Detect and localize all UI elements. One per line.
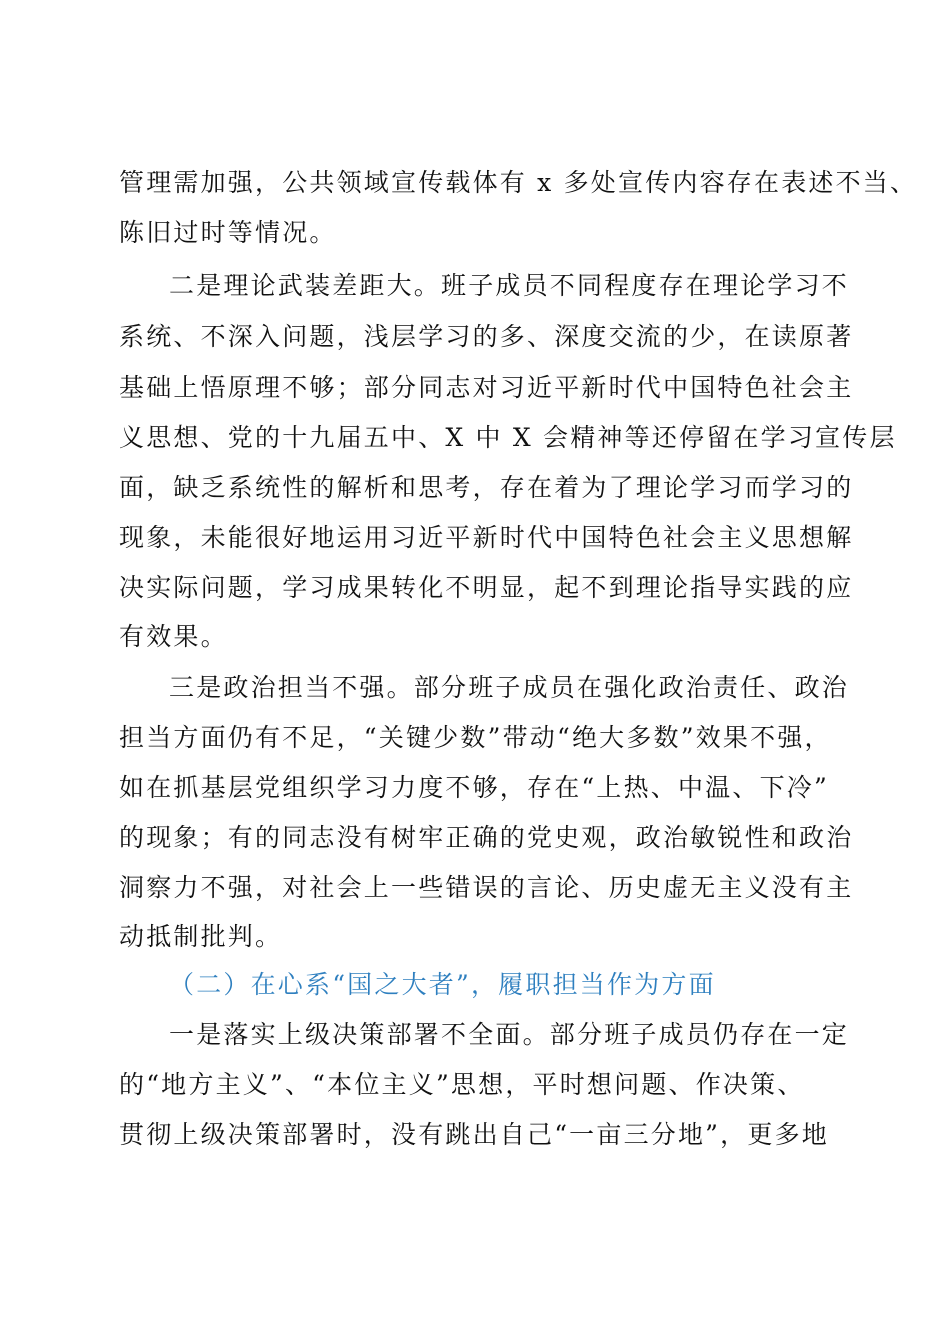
- paragraph-line: 动抵制批判。: [119, 922, 283, 951]
- paragraph-line: 义思想、党的十九届五中、X 中 X 会精神等还停留在学习宣传层: [119, 423, 897, 452]
- paragraph-line: 面，缺乏系统性的解析和思考，存在着为了理论学习而学习的: [119, 473, 854, 502]
- paragraph-line: 如在抓基层党组织学习力度不够，存在“上热、中温、下冷”: [119, 773, 829, 802]
- paragraph-line: 有效果。: [119, 622, 228, 651]
- paragraph-line: 担当方面仍有不足，“关键少数”带动“绝大多数”效果不强，: [119, 723, 832, 752]
- section-heading: （二）在心系“国之大者”，履职担当作为方面: [169, 970, 716, 999]
- paragraph-line: 洞察力不强，对社会上一些错误的言论、历史虚无主义没有主: [119, 873, 854, 902]
- paragraph-line: 三是政治担当不强。部分班子成员在强化政治责任、政治: [169, 673, 850, 702]
- paragraph-line: 决实际问题，学习成果转化不明显，起不到理论指导实践的应: [119, 573, 854, 602]
- paragraph-line: 的现象；有的同志没有树牢正确的党史观，政治敏锐性和政治: [119, 823, 854, 852]
- paragraph-line: 二是理论武装差距大。班子成员不同程度存在理论学习不: [169, 271, 850, 300]
- paragraph-line: 一是落实上级决策部署不全面。部分班子成员仍存在一定: [169, 1020, 850, 1049]
- paragraph-line: 系统、不深入问题，浅层学习的多、深度交流的少，在读原著: [119, 322, 854, 351]
- paragraph-line: 现象，未能很好地运用习近平新时代中国特色社会主义思想解: [119, 523, 854, 552]
- paragraph-line: 管理需加强，公共领域宣传载体有 x 多处宣传内容存在表述不当、: [119, 168, 918, 197]
- paragraph-line: 的“地方主义”、“本位主义”思想，平时想问题、作决策、: [119, 1070, 805, 1099]
- paragraph-line: 基础上悟原理不够；部分同志对习近平新时代中国特色社会主: [119, 373, 854, 402]
- paragraph-line: 陈旧过时等情况。: [119, 218, 337, 247]
- paragraph-line: 贯彻上级决策部署时，没有跳出自己“一亩三分地”，更多地: [119, 1120, 829, 1149]
